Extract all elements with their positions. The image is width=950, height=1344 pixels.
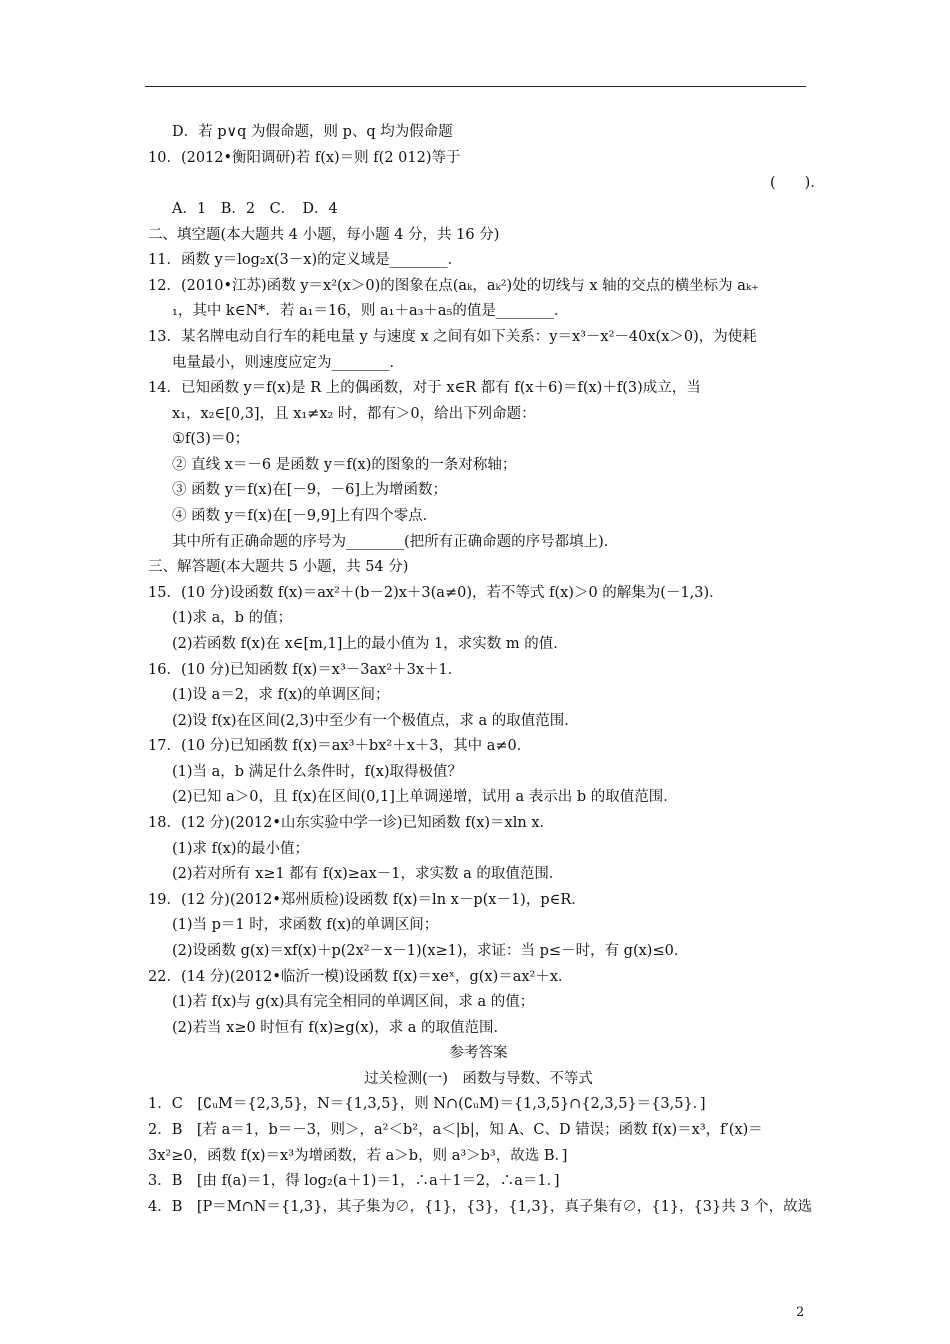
question-13: 13．某名牌电动自行车的耗电量 y 与速度 x 之间有如下关系：y＝x³－x²－40x(x＞0)，为使耗 (148, 329, 757, 345)
question-14: 14．已知函数 y＝f(x)是 R 上的偶函数，对于 x∈R 都有 f(x＋6)＝f(x)＋f(3)成立，当 (148, 380, 701, 396)
question-12-cont: ₁，其中 k∈N*．若 a₁＝16，则 a₁＋a₃＋a₅的值是________． (172, 303, 569, 319)
question-16-part-1: (1)设 a＝2，求 f(x)的单调区间； (172, 687, 390, 703)
question-10: 10．(2012•衡阳调研)若 f(x)＝则 f(2 012)等于 (148, 150, 461, 166)
answer-paren: ( )． (770, 175, 825, 191)
question-16-part-2: (2)设 f(x)在区间(2,3)中至少有一个极值点，求 a 的取值范围． (172, 713, 579, 729)
question-18-part-1: (1)求 f(x)的最小值； (172, 841, 310, 857)
question-18: 18．(12 分)(2012•山东实验中学一诊)已知函数 f(x)＝xln x． (148, 815, 554, 831)
answer-1: 1．C [∁ᵤM＝{2,3,5}，N＝{1,3,5}，则 N∩(∁ᵤM)＝{1,3,5}∩{2,3,5}＝{3,5}．] (148, 1096, 706, 1112)
question-13-cont: 电量最小，则速度应定为________． (172, 355, 404, 371)
proposition-3: ③ 函数 y＝f(x)在[－9，－6]上为增函数； (172, 482, 448, 498)
proposition-4: ④ 函数 y＝f(x)在[－9,9]上有四个零点． (172, 508, 438, 524)
option-d-line: D．若 p∨q 为假命题，则 p、q 均为假命题 (172, 124, 453, 140)
question-19-part-2: (2)设函数 g(x)＝xf(x)＋p(2x²－x－1)(x≥1)，求证：当 p≤－时，有 g(x)≤0． (172, 943, 689, 959)
question-15-part-2: (2)若函数 f(x)在 x∈[m,1]上的最小值为 1，求实数 m 的值． (172, 636, 568, 652)
proposition-1: ①f(3)＝0； (172, 431, 250, 447)
question-17-part-1: (1)当 a，b 满足什么条件时，f(x)取得极值？ (172, 764, 463, 780)
question-15: 15．(10 分)设函数 f(x)＝ax²＋(b－2)x＋3(a≠0)，若不等式 f(x)＞0 的解集为(－1,3)． (148, 585, 724, 601)
answer-3: 3．B [由 f(a)＝1，得 log₂(a＋1)＝1，∴a＋1＝2，∴a＝1．] (148, 1173, 560, 1189)
answer-2: 2．B [若 a＝1，b＝－3，则＞，a²＜b²，a＜|b|，知 A、C、D 错误；函数 f(x)＝x³，f′(x)＝ (148, 1122, 763, 1138)
page-number: 2 (796, 1305, 805, 1320)
question-22-part-1: (1)若 f(x)与 g(x)具有完全相同的单调区间，求 a 的值； (172, 994, 535, 1010)
question-19-part-1: (1)当 p＝1 时，求函数 f(x)的单调区间； (172, 917, 439, 933)
question-17-part-2: (2)已知 a＞0，且 f(x)在区间(0,1]上单调递增，试用 a 表示出 b 的取值范围． (172, 789, 678, 805)
question-22-part-2: (2)若当 x≥0 时恒有 f(x)≥g(x)，求 a 的取值范围． (172, 1020, 509, 1036)
answer-4: 4．B [P＝M∩N＝{1,3}，其子集为∅，{1}，{3}，{1,3}，真子集有∅，{1}，{3}共 3 个，故选 (148, 1199, 813, 1215)
question-15-part-1: (1)求 a，b 的值； (172, 610, 293, 626)
proposition-2: ② 直线 x＝－6 是函数 y＝f(x)的图象的一条对称轴； (172, 457, 517, 473)
answers-heading: 参考答案 (449, 1045, 508, 1061)
answers-subheading: 过关检测(一) 函数与导数、不等式 (364, 1071, 593, 1087)
question-11: 11．函数 y＝log₂x(3－x)的定义域是________． (148, 252, 463, 268)
question-12: 12．(2010•江苏)函数 y＝x²(x＞0)的图象在点(aₖ，aₖ²)处的切线与 x 轴的交点的横坐标为 aₖ₊ (148, 278, 759, 294)
question-14-cont: x₁，x₂∈[0,3]，且 x₁≠x₂ 时，都有＞0，给出下列命题： (172, 406, 536, 422)
question-18-part-2: (2)若对所有 x≥1 都有 f(x)≥ax－1，求实数 a 的取值范围． (172, 866, 564, 882)
section-solve-heading: 三、解答题(本大题共 5 小题，共 54 分) (148, 559, 409, 575)
question-10-options: A．1 B．2 C． D．4 (172, 201, 338, 217)
section-fill-in-heading: 二、填空题(本大题共 4 小题，每小题 4 分，共 16 分) (148, 227, 500, 243)
answer-2-cont: 3x²≥0，函数 f(x)＝x³为增函数，若 a＞b，则 a³＞b³，故选 B．] (148, 1148, 568, 1164)
question-16: 16．(10 分)已知函数 f(x)＝x³－3ax²＋3x＋1． (148, 662, 463, 678)
header-rule (145, 86, 806, 87)
question-17: 17．(10 分)已知函数 f(x)＝ax³＋bx²＋x＋3，其中 a≠0． (148, 738, 532, 754)
question-22: 22．(14 分)(2012•临沂一模)设函数 f(x)＝xeˣ，g(x)＝ax²＋x． (148, 969, 573, 985)
question-19: 19．(12 分)(2012•郑州质检)设函数 f(x)＝ln x－p(x－1)，p∈R． (148, 892, 586, 908)
question-14-ask: 其中所有正确命题的序号为________(把所有正确命题的序号都填上)． (172, 534, 619, 550)
